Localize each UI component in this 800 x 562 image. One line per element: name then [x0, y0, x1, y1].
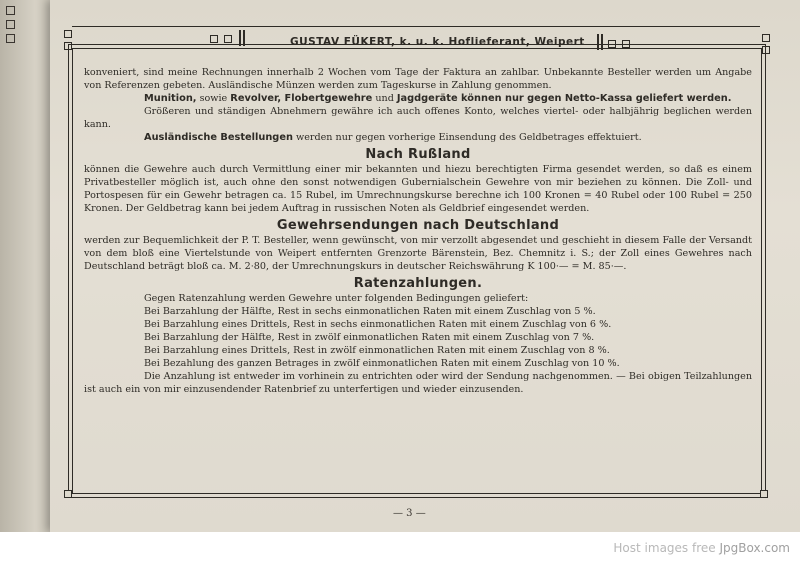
frame-corner: [760, 490, 768, 498]
bold-text: Munition,: [144, 93, 197, 104]
ornament-square: [224, 35, 232, 43]
watermark-brand: JpgBox.com: [719, 541, 790, 555]
paragraph-open-account: Größeren und ständigen Abnehmern gewähre ich auch offenes Konto, welches viertel- oder halbjährig beglichen werden kann.: [84, 106, 752, 130]
list-item: Bei Barzahlung eines Drittels, Rest in sechs einmonatlichen Raten mit einem Zuschlag von 6 %.: [144, 319, 612, 330]
paragraph-ammunition: [84, 92, 752, 105]
text: werden nur gegen vorherige Einsendung des Geldbetrages effektuiert.: [292, 132, 642, 143]
paragraph-foreign-orders: [84, 131, 752, 144]
ornament-square: [64, 30, 72, 38]
installment-closing: Die Anzahlung ist entweder im vorhinein zu entrichten oder wird der Sendung nachgenommen. — Bei obigen Teilzahlungen ist auch ein von mir einzusendender Ratenbrief zu unterfertigen und wieder einzusenden.: [84, 371, 752, 395]
text: und: [372, 93, 397, 104]
page-content: [84, 66, 752, 396]
ornament-square: [6, 6, 15, 15]
bold-text: Revolver, Flobertgewehre: [230, 93, 373, 104]
text: sowie: [196, 93, 231, 104]
ornament-square: [6, 34, 15, 43]
paragraph-deutschland: werden zur Bequemlichkeit der P. T. Besteller, wenn gewünscht, von mir verzollt abgesendet und geschieht in diesem Falle der Versandt von dem bloß eine Viertelstunde von Weipert entfernten Grenzorte Bärenstein, Bez. Chemnitz i. S.; der Zoll eines Gewehres nach Deutschland beträgt bloß ca. M. 2·80, der Umrechnungskurs in deutscher Reichswährung K 100·— = M. 85·—.: [84, 235, 752, 272]
frame-corner: [64, 490, 72, 498]
heading-russland: Nach Rußland: [365, 147, 471, 162]
watermark-text: [613, 541, 790, 555]
bold-text: Jagdgeräte können nur gegen Netto-Kassa geliefert werden.: [396, 93, 732, 104]
list-item: Bei Barzahlung der Hälfte, Rest in zwölf einmonatlichen Raten mit einem Zuschlag von 7 %.: [144, 332, 595, 343]
document-page: [50, 0, 800, 532]
list-item: Bei Barzahlung eines Drittels, Rest in zwölf einmonatlichen Raten mit einem Zuschlag von 8 %.: [144, 345, 610, 356]
heading-ratenzahlungen: Ratenzahlungen.: [353, 276, 483, 291]
list-item: Bei Barzahlung der Hälfte, Rest in sechs einmonatlichen Raten mit einem Zuschlag von 5 %.: [144, 306, 596, 317]
header-title: GUSTAV FÜKERT, k. u. k. Hoflieferant, Weipert: [290, 36, 585, 48]
ornament-square: [6, 20, 15, 29]
bold-text: Ausländische Bestellungen: [144, 132, 293, 143]
paragraph-russland: können die Gewehre auch durch Vermittlung einer mir bekannten und hiezu berechtigten Firma gesendet werden, so daß es einem Privatbesteller möglich ist, auch ohne den sonst notwendigen Gubernialschein Gewehre von mir beziehen zu können. Die Zoll- und Portospesen für ein Gewehr betragen ca. 15 Rubel, im Umrechnungskurse berechne ich 100 Kronen = 40 Rubel oder 100 Rubel = 250 Kronen. Der Geldbetrag kann bei jedem Auftrag in russischen Noten als Geldbrief eingesendet werden.: [84, 164, 752, 214]
paragraph-payment-terms: konveniert, sind meine Rechnungen innerhalb 2 Wochen vom Tage der Faktura an zahlbar. Unbekannte Besteller werden um Angabe von Referenzen gebeten. Ausländische Münzen werden zum Tageskurse in Zahlung genommen.: [84, 67, 752, 91]
installment-list: [84, 292, 752, 396]
ornament-square: [762, 34, 770, 42]
watermark-prefix: Host images free: [613, 541, 720, 555]
list-item: Bei Bezahlung des ganzen Betrages in zwölf einmonatlichen Raten mit einem Zuschlag von 10 %.: [144, 358, 620, 369]
ornament-square: [210, 35, 218, 43]
page-number: — 3 —: [393, 508, 426, 519]
heading-deutschland: Gewehrsendungen nach Deutschland: [276, 218, 560, 233]
installment-intro: Gegen Ratenzahlung werden Gewehre unter folgenden Bedingungen geliefert:: [144, 293, 529, 304]
